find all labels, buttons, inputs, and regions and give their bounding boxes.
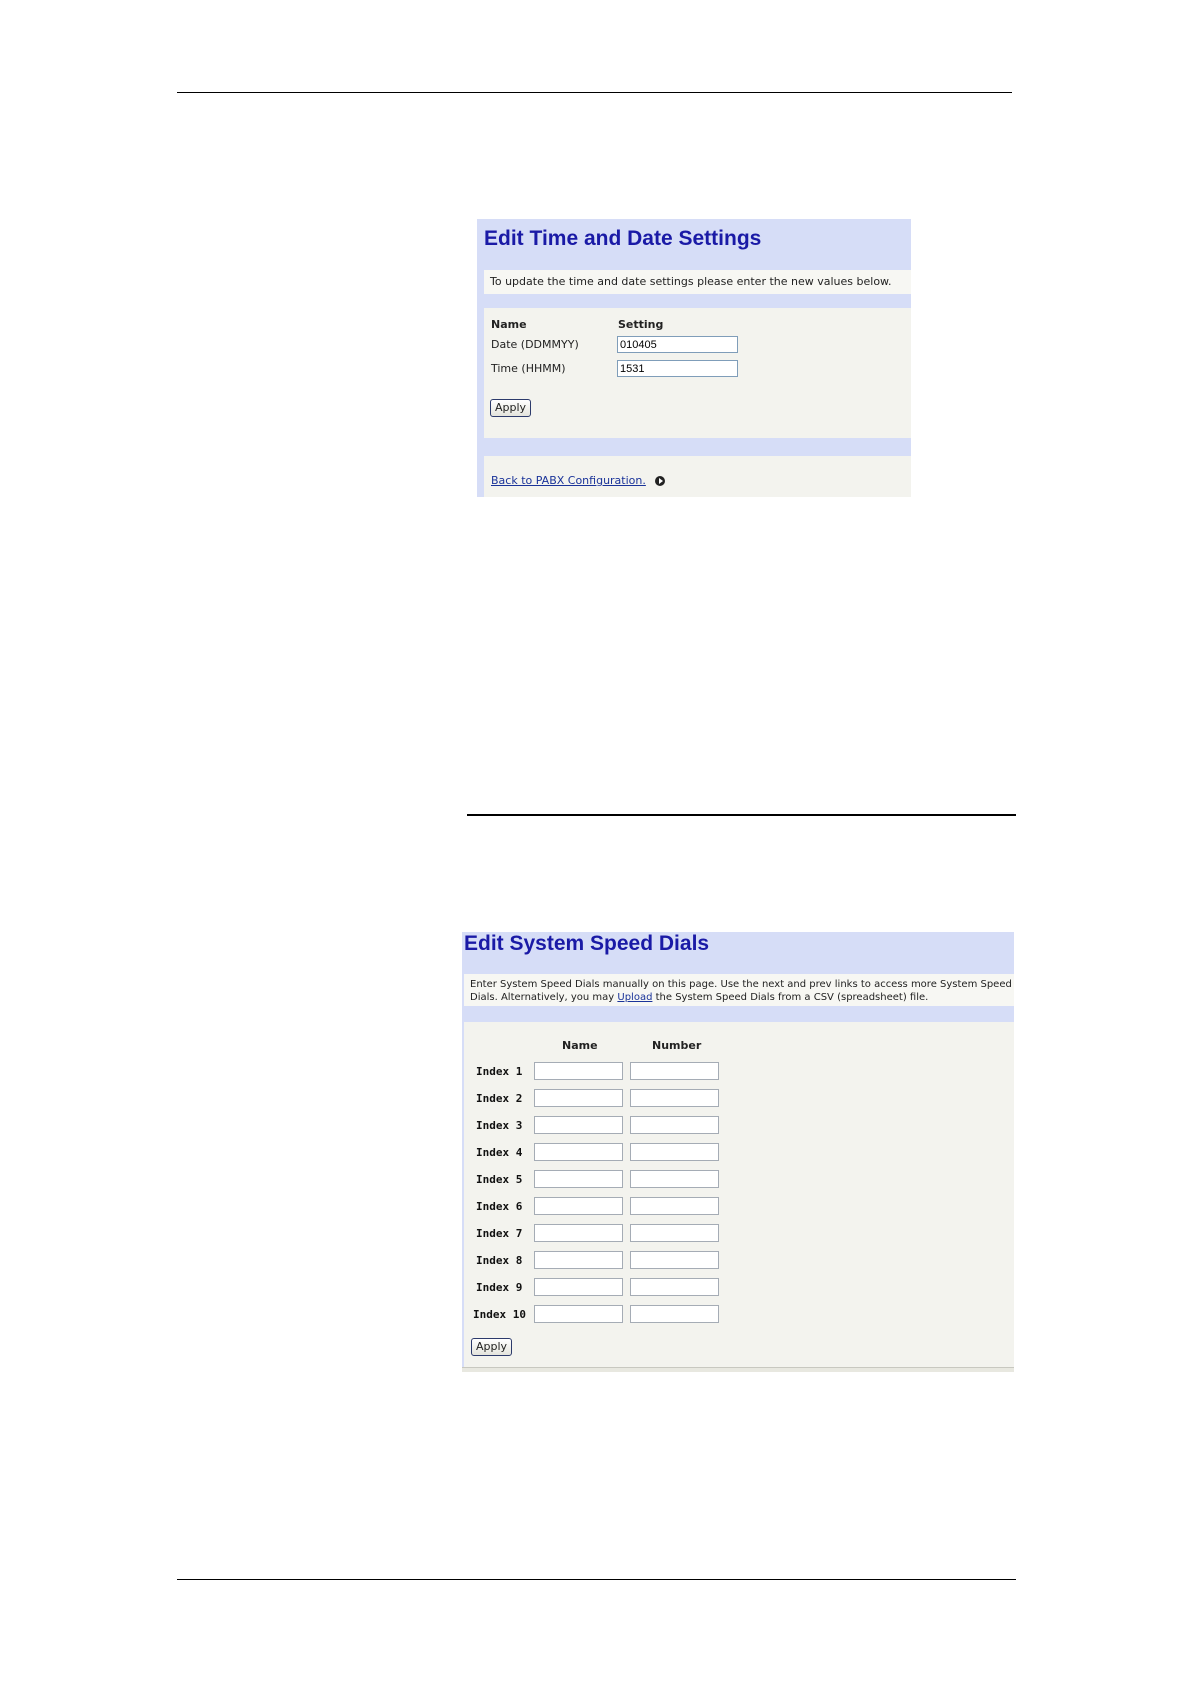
number-input[interactable] xyxy=(630,1116,719,1134)
speed-dial-row xyxy=(464,1143,764,1163)
name-input[interactable] xyxy=(534,1170,623,1188)
row-label: Index 2 xyxy=(476,1092,523,1105)
time-date-form xyxy=(484,308,911,438)
number-input[interactable] xyxy=(630,1305,719,1323)
row-label: Index 6 xyxy=(476,1200,523,1213)
apply-button[interactable]: Apply xyxy=(471,1338,512,1356)
row-label: Index 3 xyxy=(476,1119,523,1132)
bottom-rule xyxy=(177,1579,1016,1580)
time-date-panel xyxy=(477,219,911,497)
speed-dial-row xyxy=(464,1062,764,1082)
number-input[interactable] xyxy=(630,1197,719,1215)
date-input[interactable]: 010405 xyxy=(617,336,738,353)
intro-text-before: Enter System Speed Dials manually on this page. Use the next and prev links to access more System Speed Dials. Alternatively, you may xyxy=(470,979,1012,1003)
number-input[interactable] xyxy=(630,1251,719,1269)
column-header-name: Name xyxy=(491,318,527,331)
number-input[interactable] xyxy=(630,1089,719,1107)
time-date-title: Edit Time and Date Settings xyxy=(484,227,762,250)
name-input[interactable] xyxy=(534,1278,623,1296)
speed-dial-row xyxy=(464,1251,764,1271)
row-label: Index 10 xyxy=(473,1308,526,1321)
row-label: Index 7 xyxy=(476,1227,523,1240)
number-input[interactable] xyxy=(630,1170,719,1188)
name-input[interactable] xyxy=(534,1197,623,1215)
speed-dials-intro xyxy=(464,974,1014,1006)
name-input[interactable] xyxy=(534,1224,623,1242)
name-input[interactable] xyxy=(534,1062,623,1080)
speed-dial-row xyxy=(464,1170,764,1190)
name-input[interactable] xyxy=(534,1116,623,1134)
status-bar xyxy=(462,1367,1014,1372)
speed-dial-row xyxy=(464,1278,764,1298)
speed-dial-row xyxy=(464,1224,764,1244)
name-input[interactable] xyxy=(534,1251,623,1269)
row-label: Index 5 xyxy=(476,1173,523,1186)
time-input[interactable]: 1531 xyxy=(617,360,738,377)
middle-rule xyxy=(467,814,1016,816)
top-rule xyxy=(177,92,1012,93)
time-label: Time (HHMM) xyxy=(491,362,566,375)
time-date-footer xyxy=(484,456,911,497)
speed-dials-form xyxy=(464,1022,1014,1367)
speed-dials-panel xyxy=(462,932,1014,1371)
column-header-name: Name xyxy=(562,1039,598,1052)
intro-text-after: the System Speed Dials from a CSV (spreadsheet) file. xyxy=(652,992,929,1003)
apply-button[interactable]: Apply xyxy=(490,399,531,417)
number-input[interactable] xyxy=(630,1278,719,1296)
column-header-setting: Setting xyxy=(618,318,664,331)
back-to-pabx-link[interactable]: Back to PABX Configuration. xyxy=(491,474,646,487)
name-input[interactable] xyxy=(534,1305,623,1323)
row-label: Index 8 xyxy=(476,1254,523,1267)
date-label: Date (DDMMYY) xyxy=(491,338,579,351)
speed-dial-row xyxy=(464,1089,764,1109)
arrow-right-circle-icon[interactable] xyxy=(655,476,665,486)
row-label: Index 4 xyxy=(476,1146,523,1159)
number-input[interactable] xyxy=(630,1224,719,1242)
name-input[interactable] xyxy=(534,1089,623,1107)
number-input[interactable] xyxy=(630,1062,719,1080)
row-label: Index 1 xyxy=(476,1065,523,1078)
speed-dial-row xyxy=(464,1197,764,1217)
speed-dials-title: Edit System Speed Dials xyxy=(464,932,710,955)
speed-dial-row xyxy=(464,1116,764,1136)
speed-dial-row xyxy=(464,1305,764,1325)
number-input[interactable] xyxy=(630,1143,719,1161)
row-label: Index 9 xyxy=(476,1281,523,1294)
time-date-intro: To update the time and date settings please enter the new values below. xyxy=(484,270,911,294)
name-input[interactable] xyxy=(534,1143,623,1161)
column-header-number: Number xyxy=(652,1039,702,1052)
upload-link[interactable]: Upload xyxy=(617,992,653,1003)
